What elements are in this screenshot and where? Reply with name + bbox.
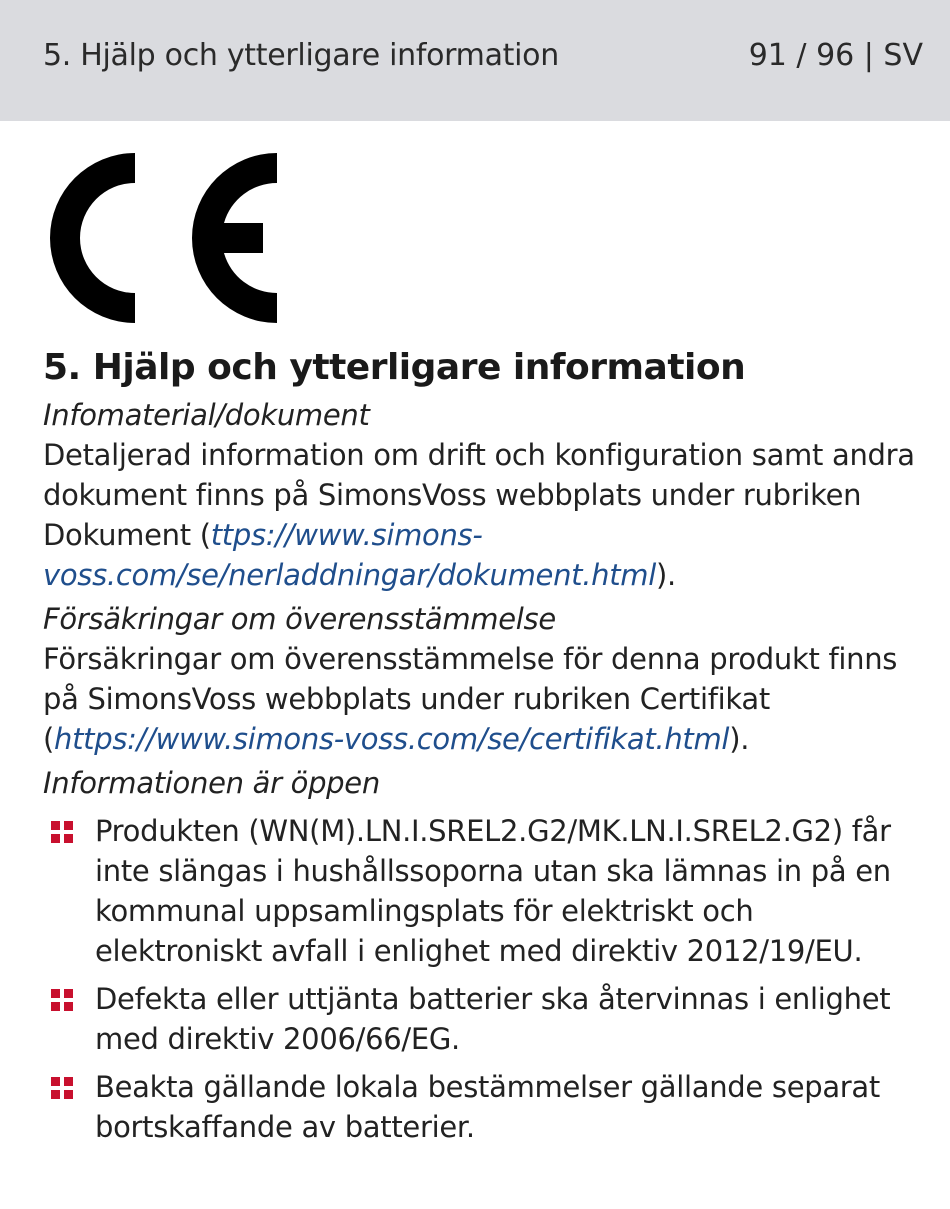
list-item (43, 1067, 923, 1147)
page-header (0, 0, 950, 121)
paragraph-conformity (43, 639, 923, 759)
paragraph-conformity-end: ). (729, 722, 750, 756)
paragraph-documents (43, 435, 923, 595)
header-section-title: 5. Hjälp och ytterligare information (43, 38, 559, 73)
paragraph-documents-end: ). (656, 558, 676, 592)
red-square-bullet-icon (51, 1077, 73, 1099)
certificate-link[interactable]: https://www.simons-voss.com/se/certifikat.html (54, 722, 730, 756)
header-page-info: 91 / 96 | SV (748, 38, 923, 73)
documents-link[interactable]: ttps://www.simons-voss.com/se/nerladdningar/dokument.html (43, 518, 656, 592)
bullet-list (43, 811, 923, 1147)
subheading-information: Informationen är öppen (43, 766, 380, 800)
list-item (43, 979, 923, 1059)
red-square-bullet-icon (51, 989, 73, 1011)
ce-mark-icon (41, 153, 281, 323)
subheading-conformity: Försäkringar om överensstämmelse (43, 602, 556, 636)
paragraph-conformity-text: Försäkringar om överensstämmelse för denna produkt finns på SimonsVoss webbplats under rubriken Certifikat ( (43, 642, 898, 756)
main-content (43, 345, 923, 1155)
red-square-bullet-icon (51, 821, 73, 843)
paragraph-documents-text: Detaljerad information om drift och konfiguration samt andra dokument finns på SimonsVoss webbplats under rubriken Dokument ( (43, 438, 915, 552)
list-item-text: Beakta gällande lokala bestämmelser gällande separat bortskaffande av batterier. (95, 1070, 880, 1144)
subheading-documents: Infomaterial/dokument (43, 398, 370, 432)
main-heading: 5. Hjälp och ytterligare information (43, 347, 746, 388)
list-item-text: Produkten (WN(M).LN.I.SREL2.G2/MK.LN.I.SREL2.G2) får inte slängas i hushållssoporna utan ska lämnas in på en kommunal uppsamlingsplats för elektriskt och elektroniskt avfall i enlighet med direktiv 2012/19/EU. (95, 814, 891, 968)
list-item (43, 811, 923, 971)
list-item-text: Defekta eller uttjänta batterier ska återvinnas i enlighet med direktiv 2006/66/EG. (95, 982, 891, 1056)
